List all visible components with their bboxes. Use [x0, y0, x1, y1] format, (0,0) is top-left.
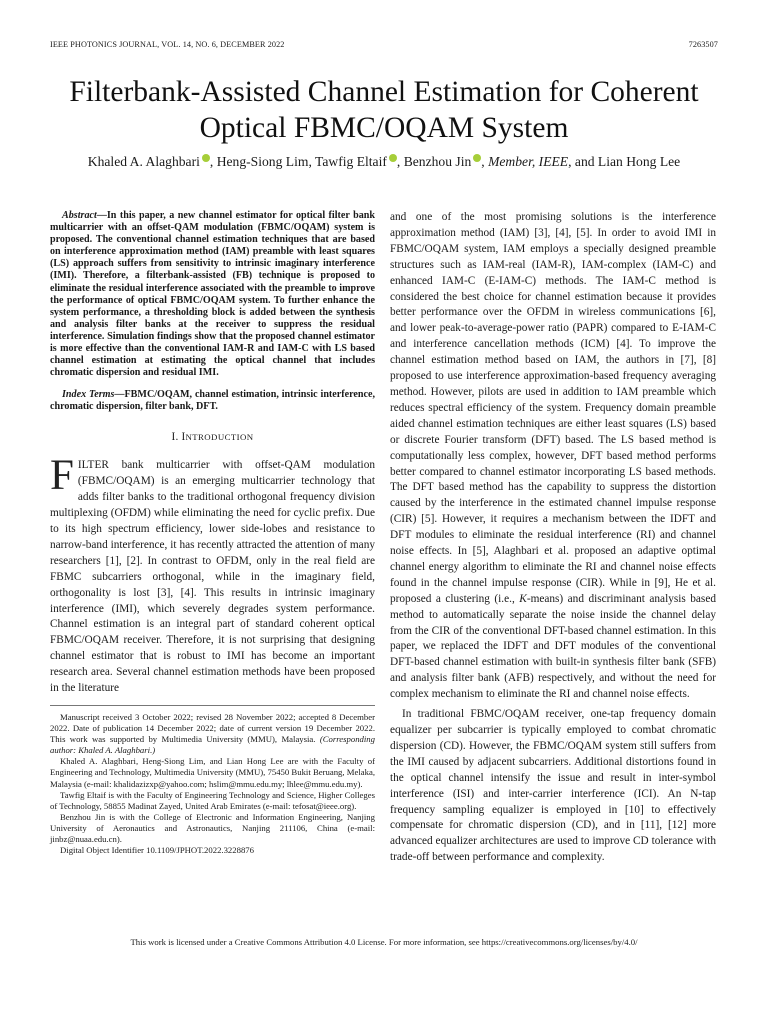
footnote-affiliation: Tawfig Eltaif is with the Faculty of Engineering Technology and Science, Higher Colleges of Technology, 58855 Madinat Zayed, United Arab Emirates (e-mail: tefosat@ieee.org). [50, 789, 375, 811]
running-header-journal: IEEE PHOTONICS JOURNAL, VOL. 14, NO. 6, DECEMBER 2022 [50, 40, 285, 49]
index-terms-text: —FBMC/OQAM, channel estimation, intrinsic interference, chromatic dispersion, filter bank, DFT. [50, 389, 375, 413]
body-paragraph [390, 210, 716, 703]
footnote-received [50, 712, 375, 756]
left-column [50, 210, 375, 856]
footnote-divider [50, 705, 375, 706]
footnote-affiliation: Benzhou Jin is with the College of Electronic and Information Engineering, Nanjing University of Aeronautics and Astronautics, Nanjing 211106, China (e-mail: jinbz@nuaa.edu.cn). [50, 811, 375, 845]
body-text: and one of the most promising solutions is the interference approximation method (IAM) [3], [4], [5]. In order to avoid IMI in FBMC/OQAM system, IAM employs a specially designed preamble structures such as IAM-real (IAM-R), IAM-complex (IAM-C) and enhanced IAM-C (E-IAM-C) methods. The IAM-C method is considered the best choice for channel estimation because it provides better performance over the OFDM in wireless communications [6], and lower peak-to-average-power ratio (PAPR) compared to E-IAM-C and interference cancellation methods (ICM) [4]. To improve the channel estimation method based on IAM, the authors in [7], [8] proposed to use interference approximation-based frequency averaging method. However, pilots are used in addition to IAM preamble which reduces spectral efficiency of the system. Frequency domain preamble aided channel estimation techniques are either least squares (LS) based or discrete Fourier transform (DFT) based. The LS based method is computationally less complex, however, DFT based method performs better compared to channel estimator incorporating LS based methods. The DFT based method has the capability to suppress the distortion caused by the interference in the estimated channel impulse response (CIR) [5]. However, it requires a mechanism between the IDFT and DFT modules to eliminate the residual interference (RI) and channel noise effects. In [5], Alaghbari et al. proposed an adaptive optimal channel energy algorithm to eliminate the RI and channel noise effects found in the channel impulse response (CIR). While in [9], He et al. proposed a clustering (i.e., [390, 211, 716, 605]
intro-paragraph [50, 452, 375, 697]
italic-term: K [519, 592, 527, 605]
section-numeral: I. I [171, 430, 186, 443]
body-paragraph: In traditional FBMC/OQAM receiver, one-tap frequency domain equalizer per subcarrier is typically employed to combat chromatic dispersion (CD). However, the FBMC/OQAM system still suffers from the IMI caused by adjacent subcarriers. Additional distortions found in the optical channel intensify the issue and result in inter-symbol interference (ISI) and inter-carrier interference (ICI). An N-tap frequency sampling equalizer is employed in [10] to effectively compensate for chromatic dispersion (CD), and in [11], [12] more advanced equalizer architectures are used to improve CD tolerance with trade-off between performance and complexity. [390, 708, 716, 864]
author-separator: , [481, 154, 489, 169]
footnote-doi[interactable]: Digital Object Identifier 10.1109/JPHOT.2022.3228876 [60, 845, 254, 856]
section-heading [50, 430, 375, 446]
paper-title: Filterbank-Assisted Channel Estimation for Coherent Optical FBMC/OQAM System [69, 76, 699, 144]
abstract-lead: Abstract [62, 210, 97, 221]
abstract [50, 210, 375, 379]
orcid-icon[interactable] [202, 154, 210, 162]
body-text: -means) and discriminant analysis based method to automatically separate the noise inside the channel delay from the CIR of the conventional DFT-based channel estimation. In this paper, we replaced the IDFT and DFT modules of the conventional DFT-based channel estimation with built-in synthesis filter bank (SFB) and analysis filter bank (AFB) respectively, and without the need for complex mechanism to eliminate the RI and channel noise effects. [390, 592, 716, 701]
footnote-affiliation: Khaled A. Alaghbari, Heng-Siong Lim, and Lian Hong Lee are with the Faculty of Engineering and Technology, Multimedia University (MMU), 75450 Bukit Beruang, Melaka, Malaysia (e-mail: khalidazizxp@yahoo.com; hslim@mmu.edu.my; lhlee@mmu.edu.my). [50, 756, 375, 789]
license-notice[interactable]: This work is licensed under a Creative Commons Attribution 4.0 License. For more information, see https://creativecommons.org/licenses/by/4.0/ [130, 937, 638, 947]
running-header-article-number: 7263507 [688, 40, 718, 49]
author-names: , and Lian Hong Lee [568, 154, 681, 169]
drop-cap: F [50, 452, 74, 500]
right-column [390, 210, 716, 866]
footnote-corresponding: (Corresponding author: Khaled A. Alaghbari.) [50, 734, 375, 756]
footnotes [50, 712, 375, 856]
orcid-icon[interactable] [389, 154, 397, 162]
footnote-received-text: Manuscript received 3 October 2022; revised 28 November 2022; accepted 8 December 2022. Date of publication 14 December 2022; date of current version 19 December 2022. This work was supported by Multimedia University (MMU), Malaysia. [50, 712, 375, 745]
author-membership: Member, IEEE [488, 154, 569, 169]
section-title: NTRODUCTION [185, 431, 254, 442]
author-list [40, 153, 728, 171]
index-terms [50, 389, 375, 413]
author-names: , Benzhou Jin [396, 154, 472, 169]
abstract-text: —In this paper, a new channel estimator for optical filter bank multicarrier with an offset-QAM modulation (FBMC/OQAM) system is proposed. The conventional channel estimation techniques that are based on interference approximation method (IAM) preamble with least squares (LS) approach suffers from sensitivity to intrinsic imaginary interference (IMI). Therefore, a filterbank-assisted (FB) technique is proposed to eliminate the residual interference associated with the preamble to improve the performance of optical FBMC/OQAM system. To further enhance the system performance, a thresholding block is added between the synthesis and analysis filter banks at the receiver to suppress the residual interference. Simulation findings show that the proposed channel estimator is more effective than the conventional IAM-R and IAM-C with LS based channel estimation at estimating the optical channel that includes chromatic dispersion and residual IMI. [50, 210, 375, 379]
index-terms-lead: Index Terms [62, 389, 115, 401]
author-name: Khaled A. Alaghbari [87, 154, 200, 169]
intro-text: ILTER bank multicarrier with offset-QAM modulation (FBMC/OQAM) is an emerging multicarrier technology that adds filter banks to the traditional orthogonal frequency division multiplexing (OFDM) while eliminating the need for cyclic prefix. Due to its high spectrum efficiency, lower side-lobes and resistance to narrow-band interference, it has recently attracted the attention of many researchers [1], [2]. In contrast to OFDM, only in the real field are FBMC subcarriers orthogonal, while in the imaginary field, orthogonality is lost [3], [4]. This results in intrinsic imaginary interference (IMI), which severely degrades system performance. Channel estimation is an integral part of standard coherent optical FBMC/OQAM receiver. Therefore, it is not surprising that designing channel estimator that is robust to IMI has become an important research area. Several channel estimation methods have been proposed in the literature [50, 459, 375, 695]
author-names: , Heng-Siong Lim, Tawfig Eltaif [209, 154, 387, 169]
